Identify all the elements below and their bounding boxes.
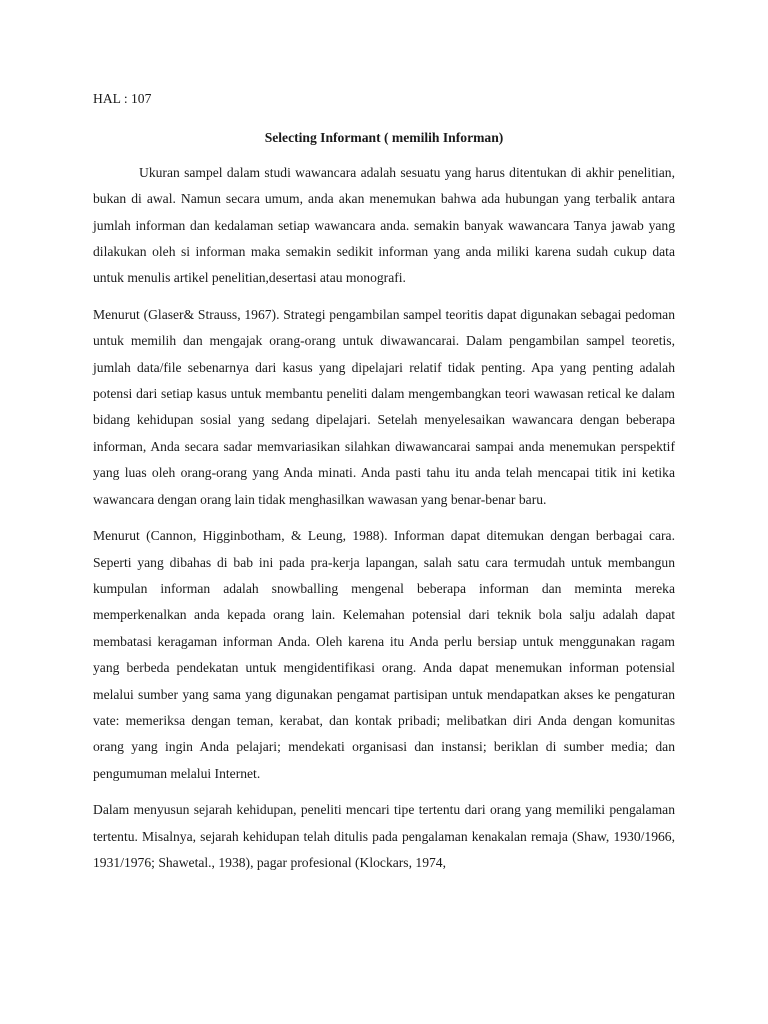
paragraph-1: Ukuran sampel dalam studi wawancara adalah sesuatu yang harus ditentukan di akhir penelitian, bukan di awal. Namun secara umum, anda akan menemukan bahwa ada hubungan yang terbalik antara jumlah informan dan kedalaman setiap wawancara anda. semakin banyak wawancara Tanya jawab yang dilakukan oleh si informan maka semakin sedikit informan yang anda miliki karena sudah cukup data untuk menulis artikel penelitian,desertasi atau monografi. bbox=[93, 164, 675, 286]
paragraph-4: Dalam menyusun sejarah kehidupan, peneliti mencari tipe tertentu dari orang yang memiliki pengalaman tertentu. Misalnya, sejarah kehidupan telah ditulis pada pengalaman kenakalan remaja (Shaw, 1930/1966, 1931/1976; Shawetal., 1938), pagar profesional (Klockars, 1974, bbox=[93, 802, 675, 870]
paragraph-3: Menurut (Cannon, Higginbotham, & Leung, 1988). Informan dapat ditemukan dengan berbagai cara. Seperti yang dibahas di bab ini pada pra-kerja lapangan, salah satu cara termudah untuk membangun kumpulan informan adalah snowballing mengenal beberapa informan dan meminta mereka memperkenalkan anda kepada orang lain. Kelemahan potensial dari teknik bola salju adalah dapat membatasi keragaman informan Anda. Oleh karena itu Anda perlu bersiap untuk menggunakan ragam yang berbeda pendekatan untuk mengidentifikasi orang. Anda dapat menemukan informan potensial melalui sumber yang sama yang digunakan pengamat partisipan untuk mendapatkan akses ke pengaturan vate: memeriksa dengan teman, kerabat, dan kontak pribadi; melibatkan diri Anda dengan komunitas orang yang ingin Anda pelajari; mendekati organisasi dan instansi; beriklan di sumber media; dan pengumuman melalui Internet. bbox=[93, 528, 675, 781]
page-label: HAL : 107 bbox=[93, 91, 152, 106]
document-page bbox=[93, 86, 675, 886]
paragraph-2: Menurut (Glaser& Strauss, 1967). Strategi pengambilan sampel teoritis dapat digunakan sebagai pedoman untuk memilih dan mengajak orang-orang untuk diwawancarai. Dalam pengambilan sampel teoretis, jumlah data/file sebenarnya dari kasus yang dipelajari relatif tidak penting. Apa yang penting adalah potensi dari setiap kasus untuk membantu peneliti dalam mengembangkan teori wawasan retical ke dalam bidang kehidupan sosial yang sedang dipelajari. Setelah menyelesaikan wawancara dengan beberapa informan, Anda secara sadar memvariasikan silahkan diwawancarai sampai anda menemukan perspektif yang luas oleh orang-orang yang Anda minati. Anda pasti tahu itu anda telah mencapai titik ini ketika wawancara dengan orang lain tidak menghasilkan wawasan yang benar-benar baru. bbox=[93, 306, 675, 507]
section-title: Selecting Informant ( memilih Informan) bbox=[264, 130, 504, 146]
